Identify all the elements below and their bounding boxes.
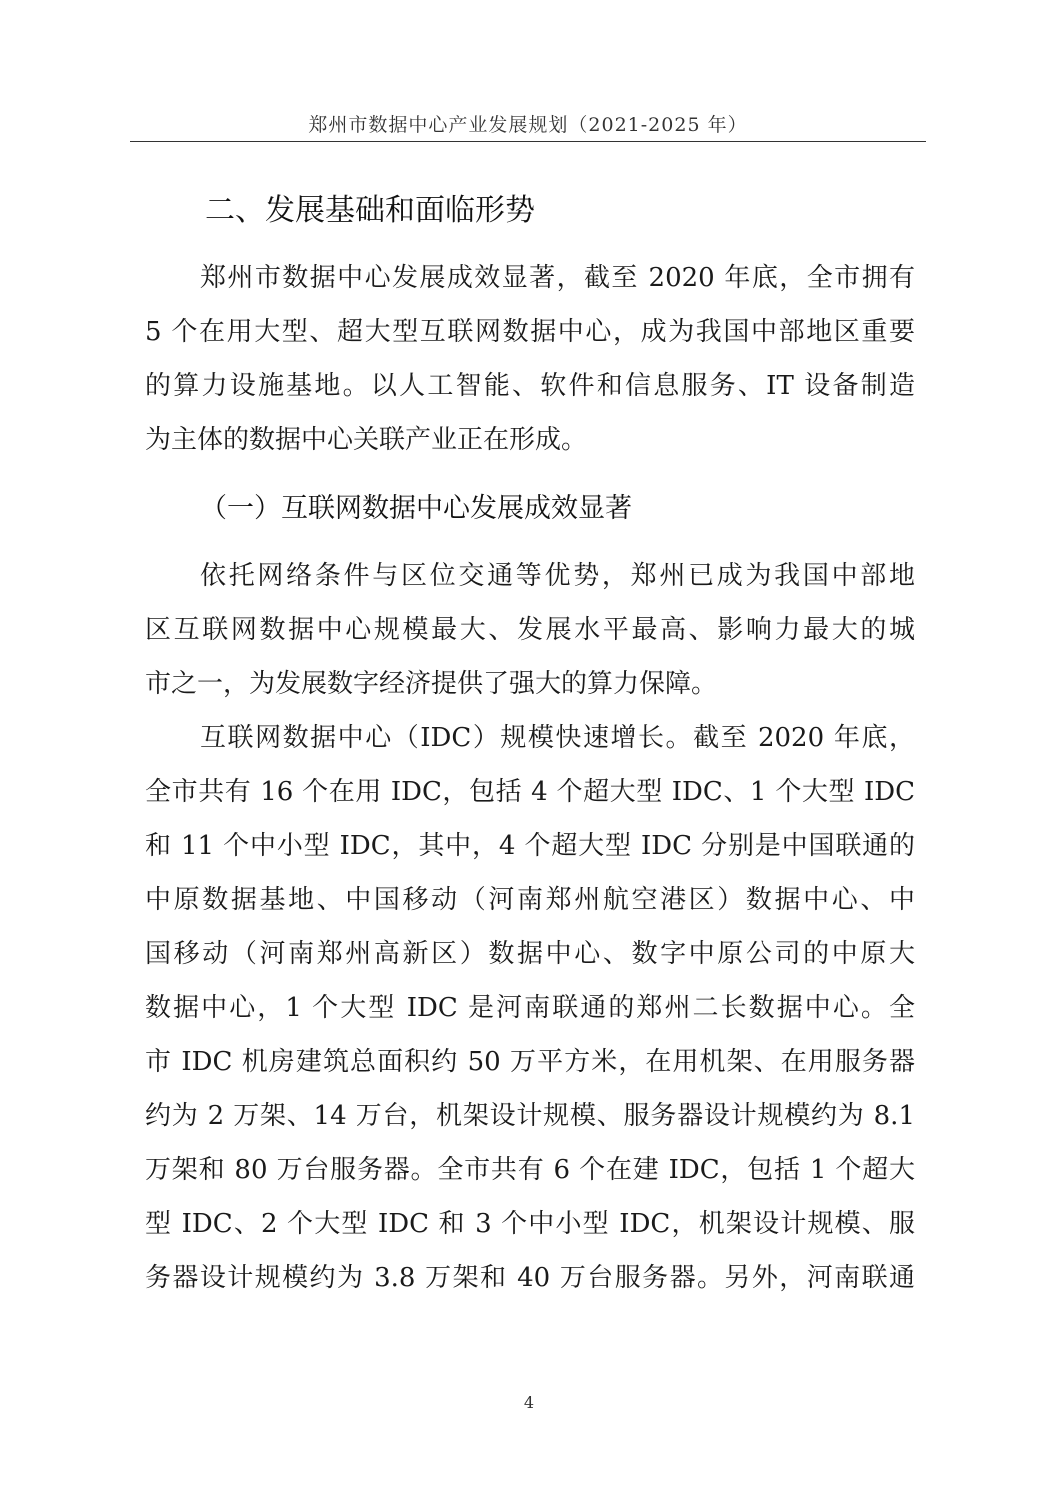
paragraph2-line-1: 互联网数据中心（IDC）规模快速增长。截至 2020 年底，: [200, 723, 915, 753]
intro-line-1: 郑州市数据中心发展成效显著，截至 2020 年底，全市拥有: [200, 263, 915, 293]
paragraph1-line-3: 市之一，为发展数字经济提供了强大的算力保障。: [145, 669, 718, 699]
paragraph2-line-7: 市 IDC 机房建筑总面积约 50 万平方米，在用机架、在用服务器: [145, 1047, 915, 1077]
paragraph2-line-8: 约为 2 万架、14 万台，机架设计规模、服务器设计规模约为 8.1: [145, 1101, 915, 1131]
intro-line-2: 5 个在用大型、超大型互联网数据中心，成为我国中部地区重要: [145, 317, 915, 347]
section-heading: 二、发展基础和面临形势: [205, 193, 535, 228]
header-rule: [130, 141, 926, 142]
paragraph2-line-5: 国移动（河南郑州高新区）数据中心、数字中原公司的中原大: [145, 939, 915, 969]
paragraph2-line-6: 数据中心，1 个大型 IDC 是河南联通的郑州二长数据中心。全: [145, 993, 915, 1023]
running-header: 郑州市数据中心产业发展规划（2021-2025 年）: [308, 114, 748, 136]
page-number: 4: [523, 1393, 535, 1412]
subsection-heading: （一）互联网数据中心发展成效显著: [200, 493, 632, 524]
paragraph2-line-10: 型 IDC、2 个大型 IDC 和 3 个中小型 IDC，机架设计规模、服: [145, 1209, 915, 1239]
intro-line-4: 为主体的数据中心关联产业正在形成。: [145, 425, 588, 455]
paragraph2-line-4: 中原数据基地、中国移动（河南郑州航空港区）数据中心、中: [145, 885, 915, 915]
paragraph2-line-2: 全市共有 16 个在用 IDC，包括 4 个超大型 IDC、1 个大型 IDC: [145, 777, 915, 807]
paragraph2-line-3: 和 11 个中小型 IDC，其中，4 个超大型 IDC 分别是中国联通的: [145, 831, 915, 861]
intro-line-3: 的算力设施基地。以人工智能、软件和信息服务、IT 设备制造: [145, 371, 915, 401]
paragraph2-line-9: 万架和 80 万台服务器。全市共有 6 个在建 IDC，包括 1 个超大: [145, 1155, 915, 1185]
paragraph1-line-2: 区互联网数据中心规模最大、发展水平最高、影响力最大的城: [145, 615, 915, 645]
paragraph2-line-11: 务器设计规模约为 3.8 万架和 40 万台服务器。另外，河南联通: [145, 1263, 915, 1293]
paragraph1-line-1: 依托网络条件与区位交通等优势，郑州已成为我国中部地: [200, 561, 915, 591]
